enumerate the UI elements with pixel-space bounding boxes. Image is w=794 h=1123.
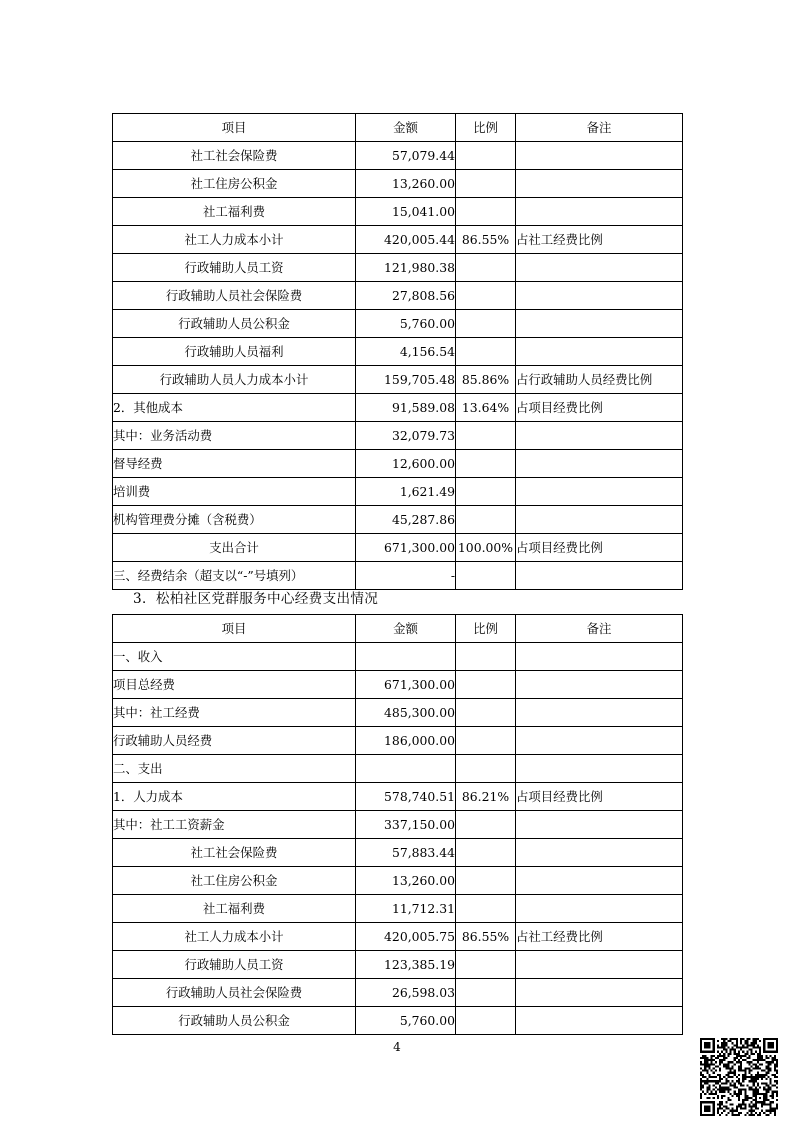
cell-note [516, 671, 683, 699]
cell-item: 培训费 [113, 478, 356, 506]
cell-amount: 11,712.31 [356, 895, 456, 923]
cell-ratio: 86.55% [456, 923, 516, 951]
cell-item: 支出合计 [113, 534, 356, 562]
cell-ratio [456, 142, 516, 170]
cell-item: 行政辅助人员工资 [113, 254, 356, 282]
cell-ratio [456, 895, 516, 923]
table-row [113, 478, 683, 506]
cell-amount: 45,287.86 [356, 506, 456, 534]
cell-ratio [456, 699, 516, 727]
cell-note [516, 170, 683, 198]
cell-note [516, 1007, 683, 1035]
cell-amount: 27,808.56 [356, 282, 456, 310]
cell-amount: 121,980.38 [356, 254, 456, 282]
cell-ratio [456, 478, 516, 506]
cell-note [516, 310, 683, 338]
cell-ratio [456, 811, 516, 839]
expenditure-table-continued [112, 113, 683, 590]
cell-ratio [456, 951, 516, 979]
cell-ratio [456, 867, 516, 895]
table-body [113, 142, 683, 590]
cell-ratio [456, 450, 516, 478]
column-header-note: 备注 [516, 114, 683, 142]
cell-note [516, 979, 683, 1007]
table-row [113, 923, 683, 951]
cell-note [516, 142, 683, 170]
cell-item: 行政辅助人员工资 [113, 951, 356, 979]
cell-amount: 485,300.00 [356, 699, 456, 727]
cell-note [516, 867, 683, 895]
cell-note [516, 811, 683, 839]
cell-item: 社工福利费 [113, 895, 356, 923]
cell-item: 社工人力成本小计 [113, 226, 356, 254]
cell-item: 机构管理费分摊（含税费） [113, 506, 356, 534]
cell-note: 占社工经费比例 [516, 226, 683, 254]
table-row [113, 1007, 683, 1035]
cell-item: 其中：业务活动费 [113, 422, 356, 450]
cell-ratio: 86.21% [456, 783, 516, 811]
cell-amount: 26,598.03 [356, 979, 456, 1007]
cell-item: 1．人力成本 [113, 783, 356, 811]
cell-ratio [456, 198, 516, 226]
cell-amount: 57,079.44 [356, 142, 456, 170]
table-row [113, 867, 683, 895]
table-row [113, 811, 683, 839]
cell-item: 二、支出 [113, 755, 356, 783]
cell-item: 一、收入 [113, 643, 356, 671]
cell-note [516, 839, 683, 867]
cell-amount: 1,621.49 [356, 478, 456, 506]
cell-note: 占社工经费比例 [516, 923, 683, 951]
table-row [113, 450, 683, 478]
cell-item: 行政辅助人员社会保险费 [113, 979, 356, 1007]
table-row [113, 338, 683, 366]
cell-amount: 32,079.73 [356, 422, 456, 450]
table-row [113, 198, 683, 226]
cell-note [516, 478, 683, 506]
table-row [113, 422, 683, 450]
cell-item: 其中：社工工资薪金 [113, 811, 356, 839]
cell-item: 行政辅助人员公积金 [113, 310, 356, 338]
cell-item: 行政辅助人员福利 [113, 338, 356, 366]
cell-amount [356, 755, 456, 783]
cell-amount: 4,156.54 [356, 338, 456, 366]
cell-item: 项目总经费 [113, 671, 356, 699]
table-row [113, 562, 683, 590]
cell-ratio [456, 254, 516, 282]
column-header-ratio: 比例 [456, 114, 516, 142]
cell-note [516, 727, 683, 755]
cell-amount: 5,760.00 [356, 1007, 456, 1035]
cell-note: 占项目经费比例 [516, 394, 683, 422]
cell-amount: 578,740.51 [356, 783, 456, 811]
cell-note [516, 951, 683, 979]
cell-amount: 91,589.08 [356, 394, 456, 422]
cell-note [516, 506, 683, 534]
table-row [113, 839, 683, 867]
cell-ratio [456, 282, 516, 310]
table-row [113, 142, 683, 170]
cell-item: 行政辅助人员人力成本小计 [113, 366, 356, 394]
cell-amount [356, 643, 456, 671]
cell-item: 社工住房公积金 [113, 170, 356, 198]
column-header-amount: 金额 [356, 615, 456, 643]
qr-code [700, 1038, 778, 1116]
cell-note: 占行政辅助人员经费比例 [516, 366, 683, 394]
cell-amount: 15,041.00 [356, 198, 456, 226]
cell-item: 其中：社工经费 [113, 699, 356, 727]
cell-amount: - [356, 562, 456, 590]
cell-ratio [456, 643, 516, 671]
cell-ratio: 100.00% [456, 534, 516, 562]
table-row [113, 366, 683, 394]
column-header-note: 备注 [516, 615, 683, 643]
section-heading-3: 3．松柏社区党群服务中心经费支出情况 [133, 591, 379, 607]
cell-item: 2．其他成本 [113, 394, 356, 422]
cell-note [516, 755, 683, 783]
cell-amount: 337,150.00 [356, 811, 456, 839]
cell-amount: 13,260.00 [356, 170, 456, 198]
cell-note [516, 643, 683, 671]
table-row [113, 671, 683, 699]
cell-item: 行政辅助人员公积金 [113, 1007, 356, 1035]
cell-item: 社工人力成本小计 [113, 923, 356, 951]
cell-note [516, 254, 683, 282]
cell-amount: 5,760.00 [356, 310, 456, 338]
cell-note [516, 562, 683, 590]
cell-ratio [456, 671, 516, 699]
cell-ratio [456, 310, 516, 338]
cell-note: 占项目经费比例 [516, 534, 683, 562]
table-row [113, 254, 683, 282]
cell-note [516, 338, 683, 366]
cell-ratio: 85.86% [456, 366, 516, 394]
table-header-row [113, 615, 683, 643]
table-row [113, 951, 683, 979]
cell-note [516, 450, 683, 478]
table-body [113, 643, 683, 1035]
cell-ratio: 86.55% [456, 226, 516, 254]
cell-ratio [456, 562, 516, 590]
cell-note [516, 895, 683, 923]
cell-amount: 123,385.19 [356, 951, 456, 979]
cell-note: 占项目经费比例 [516, 783, 683, 811]
cell-amount: 420,005.44 [356, 226, 456, 254]
table-row [113, 394, 683, 422]
cell-ratio [456, 727, 516, 755]
cell-ratio [456, 338, 516, 366]
table-row [113, 727, 683, 755]
cell-note [516, 282, 683, 310]
cell-amount: 186,000.00 [356, 727, 456, 755]
table-row [113, 534, 683, 562]
songbai-community-expenditure-table [112, 614, 683, 1035]
table-row [113, 783, 683, 811]
cell-amount: 159,705.48 [356, 366, 456, 394]
table-row [113, 506, 683, 534]
cell-amount: 671,300.00 [356, 671, 456, 699]
column-header-item: 项目 [113, 114, 356, 142]
table-row [113, 282, 683, 310]
table-row [113, 310, 683, 338]
cell-amount: 671,300.00 [356, 534, 456, 562]
page-number: 4 [393, 1040, 401, 1054]
cell-ratio [456, 170, 516, 198]
table-row [113, 755, 683, 783]
cell-ratio [456, 1007, 516, 1035]
table-row [113, 979, 683, 1007]
cell-amount: 420,005.75 [356, 923, 456, 951]
table-row [113, 895, 683, 923]
table-row [113, 170, 683, 198]
cell-item: 行政辅助人员经费 [113, 727, 356, 755]
cell-item: 行政辅助人员社会保险费 [113, 282, 356, 310]
cell-amount: 12,600.00 [356, 450, 456, 478]
cell-note [516, 422, 683, 450]
cell-amount: 13,260.00 [356, 867, 456, 895]
cell-ratio [456, 839, 516, 867]
cell-note [516, 699, 683, 727]
column-header-ratio: 比例 [456, 615, 516, 643]
cell-ratio [456, 979, 516, 1007]
cell-ratio [456, 755, 516, 783]
cell-note [516, 198, 683, 226]
table-header-row [113, 114, 683, 142]
cell-item: 督导经费 [113, 450, 356, 478]
cell-ratio [456, 422, 516, 450]
table-row [113, 226, 683, 254]
cell-item: 社工社会保险费 [113, 839, 356, 867]
cell-item: 社工福利费 [113, 198, 356, 226]
cell-item: 社工住房公积金 [113, 867, 356, 895]
column-header-item: 项目 [113, 615, 356, 643]
table-row [113, 699, 683, 727]
table-row [113, 643, 683, 671]
cell-item: 社工社会保险费 [113, 142, 356, 170]
cell-item: 三、经费结余（超支以“-”号填列） [113, 562, 356, 590]
cell-ratio: 13.64% [456, 394, 516, 422]
cell-amount: 57,883.44 [356, 839, 456, 867]
cell-ratio [456, 506, 516, 534]
column-header-amount: 金额 [356, 114, 456, 142]
